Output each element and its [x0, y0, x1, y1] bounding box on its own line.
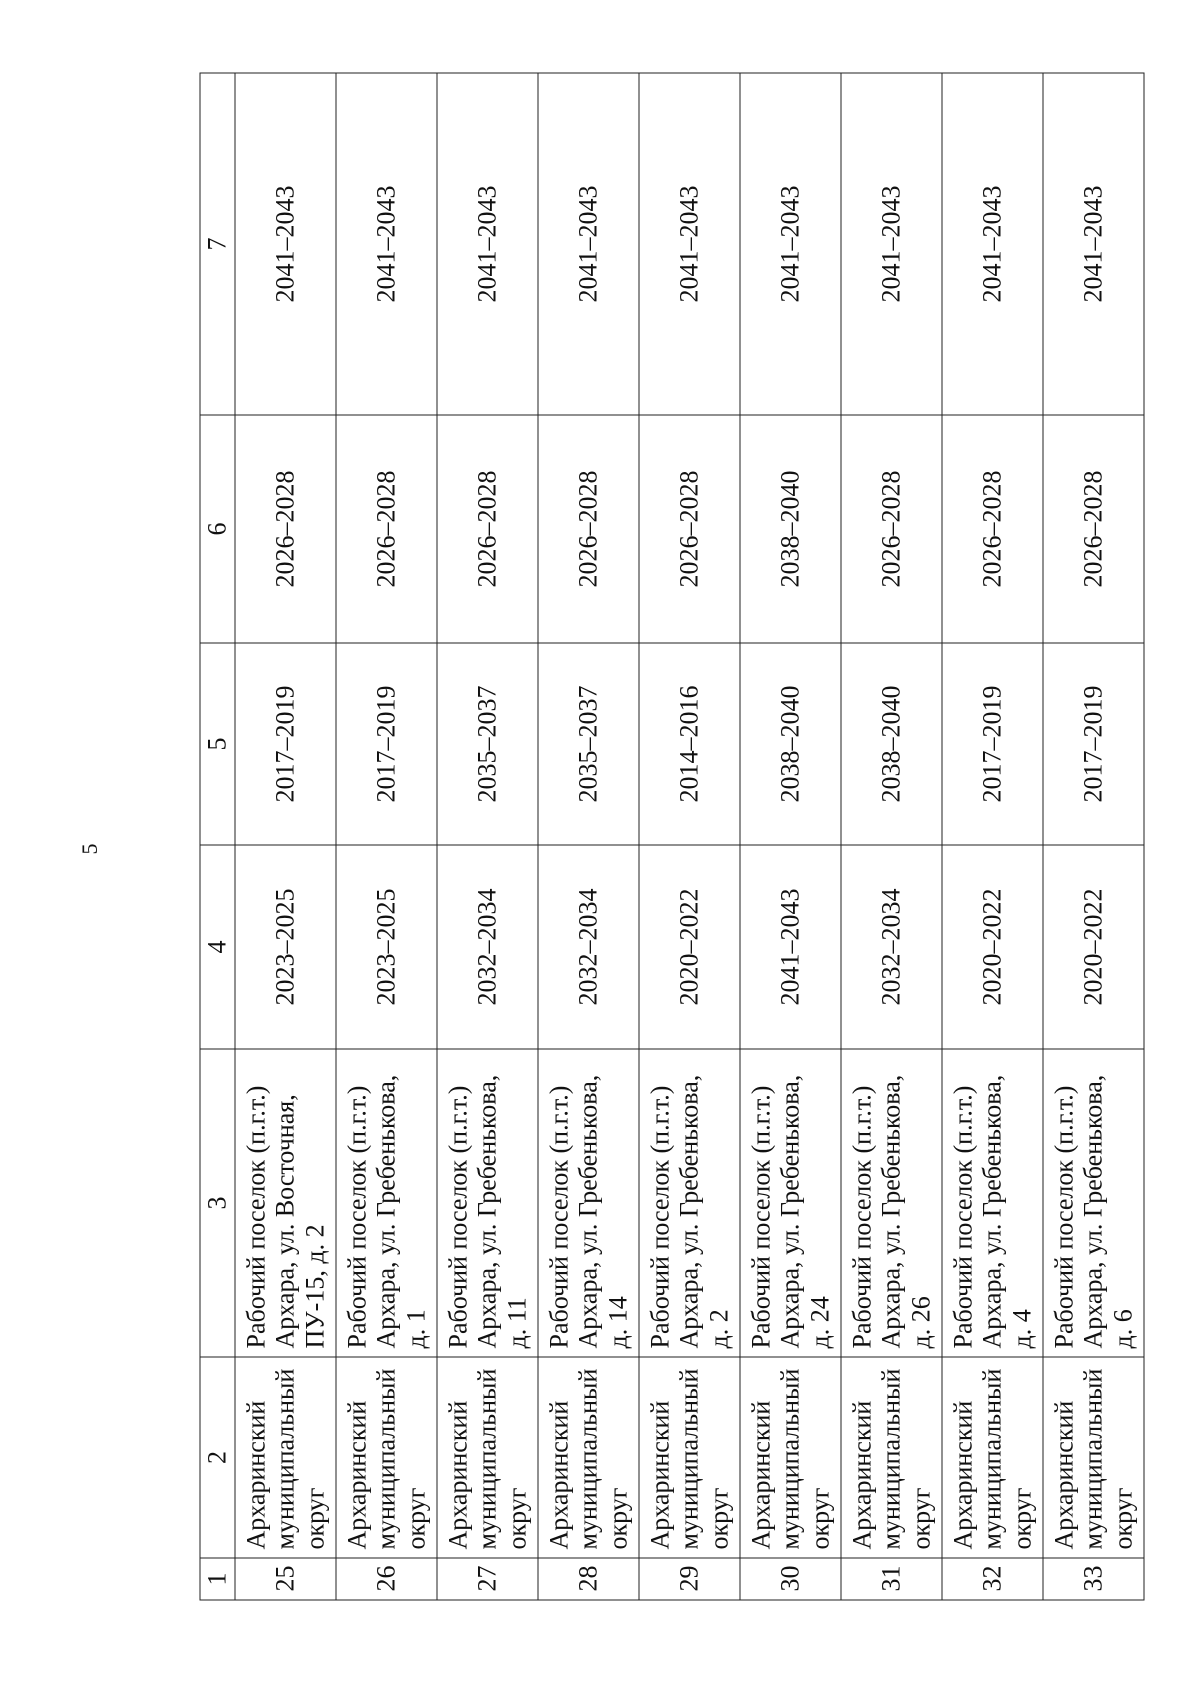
table-row	[639, 73, 740, 1600]
row-number-cell: 31	[841, 1558, 942, 1600]
period-cell-col5: 2038–2040	[841, 643, 942, 845]
table-header-row	[200, 73, 235, 1600]
period-cell-col7: 2041–2043	[538, 73, 639, 415]
column-header: 3	[200, 1049, 235, 1357]
period-cell-col7: 2041–2043	[336, 73, 437, 415]
column-header: 4	[200, 845, 235, 1049]
row-number-cell: 25	[235, 1558, 336, 1600]
period-cell-col5: 2035–2037	[437, 643, 538, 845]
district-cell: Архаринский муниципальный округ	[336, 1357, 437, 1558]
period-cell-col7: 2041–2043	[841, 73, 942, 415]
schedule-table	[200, 73, 1145, 1601]
column-header: 1	[200, 1558, 235, 1600]
period-cell-col5: 2035–2037	[538, 643, 639, 845]
period-cell-col7: 2041–2043	[639, 73, 740, 415]
period-cell-col6: 2026–2028	[942, 415, 1043, 643]
column-header: 7	[200, 73, 235, 415]
address-cell: Рабочий поселок (п.г.т.) Архара, ул. Гребенькова, д. 4	[942, 1049, 1043, 1357]
period-cell-col6: 2026–2028	[235, 415, 336, 643]
period-cell-col4: 2032–2034	[538, 845, 639, 1049]
page-number: 5	[77, 843, 102, 855]
period-cell-col4: 2032–2034	[841, 845, 942, 1049]
period-cell-col6: 2026–2028	[336, 415, 437, 643]
table-row	[336, 73, 437, 1600]
address-cell: Рабочий поселок (п.г.т.) Архара, ул. Гребенькова, д. 2	[639, 1049, 740, 1357]
period-cell-col6: 2026–2028	[538, 415, 639, 643]
period-cell-col4: 2032–2034	[437, 845, 538, 1049]
district-cell: Архаринский муниципальный округ	[639, 1357, 740, 1558]
row-number-cell: 33	[1043, 1558, 1144, 1600]
address-cell: Рабочий поселок (п.г.т.) Архара, ул. Гребенькова, д. 14	[538, 1049, 639, 1357]
period-cell-col6: 2026–2028	[1043, 415, 1144, 643]
district-cell: Архаринский муниципальный округ	[235, 1357, 336, 1558]
table-row	[538, 73, 639, 1600]
period-cell-col7: 2041–2043	[1043, 73, 1144, 415]
period-cell-col6: 2038–2040	[740, 415, 841, 643]
period-cell-col4: 2023–2025	[235, 845, 336, 1049]
table-row	[235, 73, 336, 1600]
district-cell: Архаринский муниципальный округ	[437, 1357, 538, 1558]
period-cell-col7: 2041–2043	[235, 73, 336, 415]
period-cell-col4: 2041–2043	[740, 845, 841, 1049]
period-cell-col4: 2020–2022	[1043, 845, 1144, 1049]
period-cell-col5: 2017–2019	[1043, 643, 1144, 845]
row-number-cell: 27	[437, 1558, 538, 1600]
period-cell-col5: 2017–2019	[336, 643, 437, 845]
table-row	[1043, 73, 1144, 1600]
period-cell-col6: 2026–2028	[639, 415, 740, 643]
table-row	[942, 73, 1043, 1600]
row-number-cell: 30	[740, 1558, 841, 1600]
column-header: 2	[200, 1357, 235, 1558]
table-row	[740, 73, 841, 1600]
district-cell: Архаринский муниципальный округ	[841, 1357, 942, 1558]
period-cell-col5: 2014–2016	[639, 643, 740, 845]
district-cell: Архаринский муниципальный округ	[740, 1357, 841, 1558]
district-cell: Архаринский муниципальный округ	[1043, 1357, 1144, 1558]
district-cell: Архаринский муниципальный округ	[942, 1357, 1043, 1558]
period-cell-col5: 2017–2019	[942, 643, 1043, 845]
table-row	[841, 73, 942, 1600]
period-cell-col7: 2041–2043	[437, 73, 538, 415]
table-row	[437, 73, 538, 1600]
period-cell-col6: 2026–2028	[841, 415, 942, 643]
row-number-cell: 29	[639, 1558, 740, 1600]
schedule-table-container	[200, 74, 1138, 1601]
period-cell-col5: 2038–2040	[740, 643, 841, 845]
column-header: 5	[200, 643, 235, 845]
period-cell-col7: 2041–2043	[740, 73, 841, 415]
period-cell-col7: 2041–2043	[942, 73, 1043, 415]
address-cell: Рабочий поселок (п.г.т.) Архара, ул. Гребенькова, д. 26	[841, 1049, 942, 1357]
period-cell-col4: 2023–2025	[336, 845, 437, 1049]
address-cell: Рабочий поселок (п.г.т.) Архара, ул. Гребенькова, д. 24	[740, 1049, 841, 1357]
period-cell-col5: 2017–2019	[235, 643, 336, 845]
period-cell-col4: 2020–2022	[942, 845, 1043, 1049]
district-cell: Архаринский муниципальный округ	[538, 1357, 639, 1558]
period-cell-col4: 2020–2022	[639, 845, 740, 1049]
address-cell: Рабочий поселок (п.г.т.) Архара, ул. Восточная, ПУ-15, д. 2	[235, 1049, 336, 1357]
row-number-cell: 26	[336, 1558, 437, 1600]
column-header: 6	[200, 415, 235, 643]
address-cell: Рабочий поселок (п.г.т.) Архара, ул. Гребенькова, д. 1	[336, 1049, 437, 1357]
address-cell: Рабочий поселок (п.г.т.) Архара, ул. Гребенькова, д. 6	[1043, 1049, 1144, 1357]
row-number-cell: 28	[538, 1558, 639, 1600]
address-cell: Рабочий поселок (п.г.т.) Архара, ул. Гребенькова, д. 11	[437, 1049, 538, 1357]
period-cell-col6: 2026–2028	[437, 415, 538, 643]
row-number-cell: 32	[942, 1558, 1043, 1600]
